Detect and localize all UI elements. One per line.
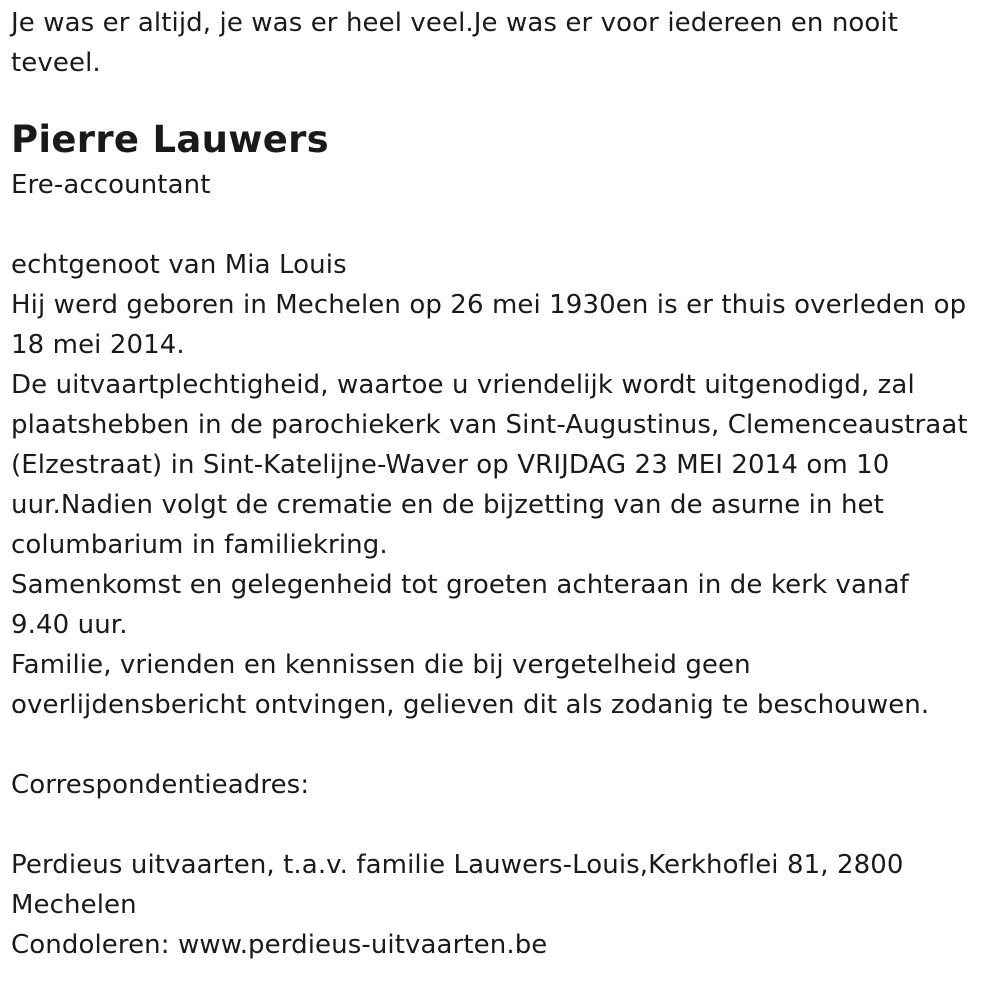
address-line: Mechelen: [11, 890, 137, 920]
body-line: plaatshebben in de parochiekerk van Sint-Augustinus, Clemenceaustraat: [11, 410, 968, 440]
condolences-link[interactable]: Condoleren: www.perdieus-uitvaarten.be: [11, 930, 548, 960]
body-line: overlijdensbericht ontvingen, gelieven dit als zodanig te beschouwen.: [11, 690, 930, 720]
intro-quote: [11, 3, 986, 83]
correspondence-label: Correspondentieadres:: [11, 770, 310, 800]
obituary-body: [11, 245, 986, 725]
body-line: 18 mei 2014.: [11, 330, 185, 360]
spacer: [11, 805, 986, 845]
intro-line: teveel.: [11, 48, 101, 78]
body-line: uur.Nadien volgt de crematie en de bijzetting van de asurne in het: [11, 490, 884, 520]
body-line: echtgenoot van Mia Louis: [11, 250, 347, 280]
body-line: (Elzestraat) in Sint-Katelijne-Waver op VRIJDAG 23 MEI 2014 om 10: [11, 450, 890, 480]
spacer: [11, 205, 986, 245]
body-line: Samenkomst en gelegenheid tot groeten achteraan in de kerk vanaf: [11, 570, 909, 600]
spacer: [11, 725, 986, 765]
obituary-document: [11, 3, 986, 965]
address-line: Perdieus uitvaarten, t.a.v. familie Lauwers-Louis,Kerkhoflei 81, 2800: [11, 850, 904, 880]
body-line: De uitvaartplechtigheid, waartoe u vriendelijk wordt uitgenodigd, zal: [11, 370, 915, 400]
deceased-title: Ere-accountant: [11, 170, 211, 200]
deceased-name: Pierre Lauwers: [11, 118, 329, 161]
body-line: Familie, vrienden en kennissen die bij vergetelheid geen: [11, 650, 751, 680]
body-line: columbarium in familiekring.: [11, 530, 388, 560]
body-line: Hij werd geboren in Mechelen op 26 mei 1930en is er thuis overleden op: [11, 290, 967, 320]
correspondence-address: [11, 845, 986, 925]
intro-line: Je was er altijd, je was er heel veel.Je was er voor iedereen en nooit: [11, 8, 899, 38]
body-line: 9.40 uur.: [11, 610, 128, 640]
